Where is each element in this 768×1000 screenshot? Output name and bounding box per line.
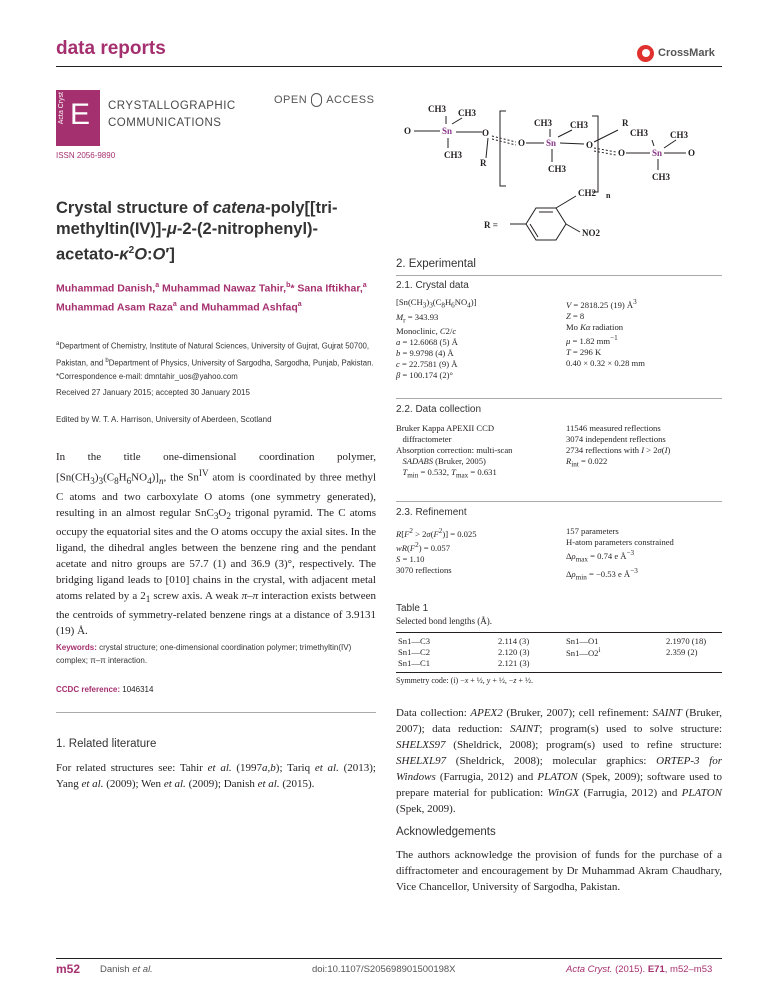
svg-text:O: O: [618, 148, 626, 158]
table-row: Sn1—C2 2.120 (3) Sn1—O2$^i$ 2.359 (2): [398, 646, 698, 658]
chemical-scheme: [396, 96, 726, 246]
edited-by: Edited by W. T. A. Harrison, University of Aberdeen, Scotland: [56, 415, 272, 424]
divider: [396, 275, 722, 276]
crystal-data-right: V = 2818.25 (19) $Å^3$ Z = 8 Mo Kα radiation μ = 1.82 $mm^{-1}$ T = 296 K 0.40 × 0.32 × 0.28 mm: [566, 298, 645, 368]
svg-text:R =: R =: [484, 220, 498, 230]
svg-text:Sn: Sn: [442, 126, 453, 136]
software-text: Data collection: APEX2 (Bruker, 2007); cell refinement: SAINT (Bruker, 2007); data reduction: SAINT; program(s) used to solve structure: SHELXS97 (Sheldrick, 2008); program(s) used to refine structure: SHELXL97 (Sheldrick, 2008); molecular graphics: ORTEP-3 for Windows (Farrugia, 2012) and PLATON (Spek, 2009); software used to prepare material for publication: WinGX (Farrugia, 2012) and PLATON (Spek, 2009).: [396, 707, 723, 815]
affiliation: $^a$Department of Chemistry, Institute of Natural Sciences, University of Gujrat, Gujrat 50700, Pakistan, and $^b$Department of Physics, University of Sargodha, Sargodha, Punjab, Pakistan. *Correspondence e-mail: dmntahir_uos@yahoo.com: [56, 341, 374, 382]
footer-rule: [56, 958, 722, 959]
svg-text:CH2: CH2: [578, 188, 596, 198]
svg-text:NO2: NO2: [582, 228, 600, 238]
ccdc-link[interactable]: 1046314: [122, 685, 154, 694]
symmetry-code: Symmetry code: (i) −x + ½, y + ½, −z + ½.: [396, 676, 534, 685]
crossmark-icon: [637, 45, 654, 62]
open-lock-icon: [311, 93, 322, 107]
header-rule: [56, 66, 722, 67]
svg-text:R: R: [480, 158, 487, 168]
refinement-left: $R[F^2 > 2\sigma(F^2)] = 0.025$ $wR(F^2) = 0.057$ S = 1.10 3070 reflections: [396, 527, 477, 575]
journal-logo: [56, 90, 100, 146]
section-title: data reports: [56, 38, 166, 59]
svg-text:CH3: CH3: [548, 164, 566, 174]
subsection-data-collection: 2.2. Data collection: [396, 404, 482, 415]
citation: Acta Cryst. (2015). E71, m52–m53: [566, 964, 713, 975]
issn: ISSN 2056-9890: [56, 151, 116, 160]
section-related-literature: 1. Related literature: [56, 738, 157, 750]
svg-text:CH3: CH3: [570, 120, 588, 130]
subsection-crystal-data: 2.1. Crystal data: [396, 280, 469, 291]
svg-text:R: R: [622, 118, 629, 128]
open-access-label: OPEN ACCESS: [274, 94, 375, 106]
table-row: Sn1—C3 2.114 (3) Sn1—O1 2.1970 (18): [398, 635, 707, 646]
journal-name: CRYSTALLOGRAPHIC COMMUNICATIONS: [108, 100, 236, 129]
svg-text:CH3: CH3: [444, 150, 462, 160]
related-literature-text: For related structures see: Tahir et al. (1997a,b); Tariq et al. (2013); Yang et al. (2009); Wen et al. (2009); Danish et al. (2015).: [56, 762, 376, 790]
svg-text:O: O: [404, 126, 412, 136]
svg-text:O: O: [586, 140, 594, 150]
svg-text:Sn: Sn: [652, 148, 663, 158]
svg-text:n: n: [606, 191, 611, 200]
subsection-refinement: 2.3. Refinement: [396, 507, 467, 518]
svg-text:CH3: CH3: [458, 108, 476, 118]
svg-text:CH3: CH3: [630, 128, 648, 138]
ccdc-reference: CCDC reference: 1046314: [56, 685, 154, 694]
section-experimental: 2. Experimental: [396, 258, 476, 270]
crystal-data-left: $[Sn(CH_3)_3(C_8H_6NO_4)]$ $M_r = 343.93$ Monoclinic, C2/c a = 12.6068 (5) Å b = 9.9798 (4) Å c = 22.7581 (9) Å β = 100.174 (2)°: [396, 297, 477, 381]
svg-text:O: O: [518, 138, 526, 148]
data-collection-left: Bruker Kappa APEXII CCD diffractometer Absorption correction: multi-scan SADABS (Bruker, 2005) $T_{min} = 0.532$, $T_{max} = 0.631$: [396, 423, 513, 480]
abstract: In the title one-dimensional coordination polymer, $[Sn(CH_3)_3(C_8H_6NO_4)]_n$, the $Sn^{IV}$ atom is coordinated by three methyl C atoms and two carboxylate O atoms (one symmetry generated), resulting in an almost regular $SnC_3O_2$ trigonal pyramid. The C atoms occupy the equatorial sites and the O atoms occupy the axial sites. In the ligand, the dihedral angles between the benzene ring and the pendant acetate and nitro groups are 57.7 (1) and 36.9 (3)°, respectively. The bridging ligand leads to [010] chains in the crystal, with adjacent metal atoms related by a $2_1$ screw axis. A weak π–π interaction exists between the centroids of symmetry-related benzene rings at a distance of 3.9131 (19) Å.: [56, 451, 376, 638]
svg-text:CH3: CH3: [652, 172, 670, 182]
svg-text:Sn: Sn: [546, 138, 557, 148]
section-acknowledgements: Acknowledgements: [396, 826, 496, 838]
svg-text:CH3: CH3: [670, 130, 688, 140]
keywords: Keywords: crystal structure; one-dimensional coordination polymer; trimethyltin(IV) complex; π–π interaction.: [56, 643, 352, 665]
footer-author: Danish et al.: [100, 964, 153, 975]
crossmark-label: CrossMark: [658, 47, 715, 59]
journal-letter: E: [70, 98, 91, 131]
bond-table: [396, 635, 722, 669]
table-rule-top: [396, 632, 722, 633]
svg-text:O: O: [482, 128, 490, 138]
divider: [56, 712, 376, 713]
page-number: m52: [56, 962, 81, 976]
journal-abbrev: Acta Cryst: [58, 92, 65, 125]
authors: Muhammad Danish,$^a$ Muhammad Nawaz Tahir,$^b$* Sana Iftikhar,$^a$ Muhammad Asam Raza$^a$ and Muhammad Ashfaq$^a$: [56, 282, 367, 313]
refinement-right: 157 parameters H-atom parameters constrained $\Delta\rho_{max} = 0.74$ e $Å^{-3}$ $\Delta\rho_{min} = -0.53$ e $Å^{-3}$: [566, 526, 674, 582]
svg-text:O: O: [688, 148, 696, 158]
divider: [396, 501, 722, 502]
crossmark-logo[interactable]: [637, 43, 723, 63]
doi[interactable]: doi:10.1107/S205698901500198X: [312, 964, 456, 975]
table-row: Sn1—C1 2.121 (3): [398, 658, 530, 669]
svg-text:CH3: CH3: [534, 118, 552, 128]
table1-title: Table 1: [396, 603, 429, 614]
data-collection-right: 11546 measured reflections 3074 independent reflections 2734 reflections with I > 2σ(I) $R_{int} = 0.022$: [566, 423, 671, 469]
table1-caption: Selected bond lengths (Å).: [396, 616, 492, 626]
article-title: Crystal structure of catena-$poly[[tri-methyltin(IV)]-\mu-2-(2-nitrophenyl)-acetato-\kappa^2O:O']$: [56, 199, 338, 264]
table-rule-bottom: [396, 672, 722, 673]
svg-text:CH3: CH3: [428, 104, 446, 114]
acknowledgements-text: The authors acknowledge the provision of funds for the purchase of a diffractometer and encouragement by Dr Muhammad Akram Chaudhary, Vice Chancellor, University of Sargodha, Pakistan.: [396, 849, 722, 893]
received-date: Received 27 January 2015; accepted 30 January 2015: [56, 388, 250, 397]
divider: [396, 398, 722, 399]
